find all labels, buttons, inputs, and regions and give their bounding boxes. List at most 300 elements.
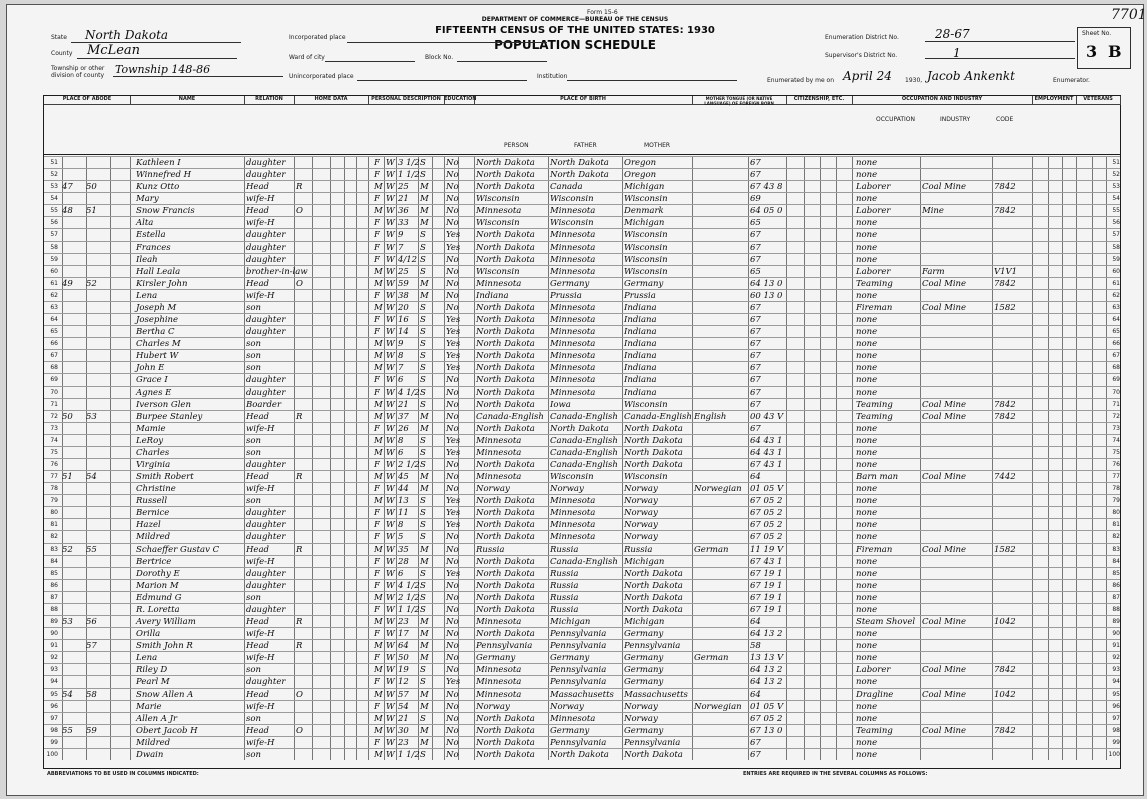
cell-occ: Teaming — [856, 399, 893, 410]
cell-ms: S — [420, 230, 426, 241]
cell-sex: M — [374, 749, 383, 760]
cell-fam: 51 — [86, 206, 97, 217]
cell-code: 67 — [750, 230, 761, 241]
cell-fbp: Germany — [550, 278, 590, 289]
cell-sch: No — [446, 206, 459, 217]
cell-mbp: Wisconsin — [624, 254, 668, 265]
sheet-box — [1077, 27, 1131, 69]
cell-occ: Laborer — [856, 266, 891, 277]
cell-code: 64 — [750, 472, 761, 483]
cell-fam: 53 — [86, 411, 97, 422]
cell-dw: 51 — [62, 472, 73, 483]
cell-ms: M — [420, 617, 429, 628]
cell-fbp: Germany — [550, 653, 590, 664]
row-number: 65 — [50, 328, 58, 336]
cell-sex: M — [374, 617, 383, 628]
cell-age: 50 — [398, 653, 409, 664]
cell-sch: Yes — [446, 447, 461, 458]
cell-name: Bertrice — [136, 556, 172, 567]
cell-bp: North Dakota — [476, 568, 535, 579]
cell-name: Mary — [136, 194, 159, 205]
cell-mbp: Massachusetts — [624, 689, 688, 700]
cell-sex: M — [374, 339, 383, 350]
cell-mbp: North Dakota — [624, 580, 683, 591]
cell-mbp: Canada-English — [624, 411, 692, 422]
cell-tongue: German — [694, 544, 729, 555]
cell-race: W — [386, 206, 395, 217]
cell-code: 01 05 V — [750, 484, 784, 495]
cell-dw: 52 — [62, 544, 73, 555]
cell-fbp: Wisconsin — [550, 218, 594, 229]
cell-age: 23 — [398, 737, 409, 748]
row-number: 61 — [50, 279, 58, 287]
cell-race: W — [386, 532, 395, 543]
row-number-right: 75 — [1112, 448, 1120, 456]
cell-tongue: English — [694, 411, 727, 422]
cell-mbp: Norway — [624, 713, 658, 724]
row-number: 94 — [50, 678, 58, 686]
cell-bp: Wisconsin — [476, 194, 520, 205]
cell-ms: S — [420, 315, 426, 326]
col-mother: MOTHER — [644, 142, 671, 149]
cell-code: 13 13 V — [750, 653, 784, 664]
row-number-right: 72 — [1112, 412, 1120, 420]
cell-sch: No — [446, 278, 459, 289]
cell-tenure: R — [296, 411, 303, 422]
cell-sch: No — [446, 158, 459, 168]
ward-label: Ward of city — [289, 54, 325, 61]
cell-sch: Yes — [446, 242, 461, 253]
cell-mbp: Wisconsin — [624, 194, 668, 205]
cell-sex: F — [374, 460, 380, 470]
schedule-title: POPULATION SCHEDULE — [494, 38, 656, 52]
cell-ms: S — [420, 242, 426, 253]
row-number-right: 86 — [1112, 581, 1120, 589]
row-number: 82 — [50, 533, 58, 541]
cell-occ: none — [856, 737, 878, 748]
cell-sch: No — [446, 194, 459, 205]
state-value: North Dakota — [85, 28, 169, 42]
row-number-right: 68 — [1112, 364, 1120, 372]
cell-fbp: Pennsylvania — [550, 665, 607, 676]
cell-sch: No — [446, 544, 459, 555]
cell-mbp: Indiana — [624, 327, 657, 338]
cell-occ: none — [856, 592, 878, 603]
row-number: 56 — [50, 219, 58, 227]
block-underline — [457, 61, 547, 62]
cell-name: Charles — [136, 447, 170, 458]
row-number: 72 — [50, 412, 58, 420]
cell-sex: F — [374, 604, 380, 615]
cell-code: 67 19 1 — [750, 592, 783, 603]
cell-ms: M — [420, 472, 429, 483]
cell-sch: Yes — [446, 508, 461, 519]
group-birth: PLACE OF BIRTH — [474, 96, 693, 105]
cell-code: 67 — [750, 387, 761, 398]
cell-occ: none — [856, 580, 878, 591]
cell-fbp: North Dakota — [550, 749, 609, 760]
cell-name: Kirsler John — [136, 278, 188, 289]
cell-ms: S — [420, 496, 426, 507]
row-number-right: 74 — [1112, 436, 1120, 444]
cell-age: 13 — [398, 496, 409, 507]
cell-mbp: Indiana — [624, 363, 657, 374]
table-row — [44, 748, 1120, 761]
cell-mbp: Norway — [624, 532, 658, 543]
group-relation: RELATION — [244, 96, 295, 105]
cell-sex: F — [374, 423, 380, 434]
cell-name: Hazel — [136, 520, 161, 531]
cell-sex: M — [374, 363, 383, 374]
cell-name: Kathleen I — [136, 158, 181, 168]
cell-ms: M — [420, 653, 429, 664]
cell-sch: Yes — [446, 230, 461, 241]
cell-rel: daughter — [246, 387, 286, 398]
enumerator-suffix: Enumerator. — [1053, 77, 1090, 84]
cell-age: 8 — [398, 351, 404, 362]
cell-sex: F — [374, 556, 380, 567]
cell-name: Mamie — [136, 423, 166, 434]
cell-ms: M — [420, 689, 429, 700]
cell-age: 25 — [398, 266, 409, 277]
cell-sex: M — [374, 665, 383, 676]
cell-code: 64 13 2 — [750, 629, 783, 640]
cell-sex: F — [374, 520, 380, 531]
row-number: 68 — [50, 364, 58, 372]
cell-fbp: Norway — [550, 484, 584, 495]
cell-race: W — [386, 568, 395, 579]
cell-code: 67 — [750, 339, 761, 350]
cell-race: W — [386, 182, 395, 193]
cell-race: W — [386, 689, 395, 700]
cell-icode: 7842 — [994, 411, 1016, 422]
cell-bp: North Dakota — [476, 532, 535, 543]
cell-name: Christine — [136, 484, 176, 495]
cell-sex: M — [374, 399, 383, 410]
cell-rel: daughter — [246, 230, 286, 241]
cell-name: Ileah — [136, 254, 158, 265]
cell-bp: North Dakota — [476, 725, 535, 736]
row-number-right: 96 — [1112, 702, 1120, 710]
cell-age: 33 — [398, 218, 409, 229]
cell-fbp: Pennsylvania — [550, 641, 607, 652]
cell-icode: 7842 — [994, 182, 1016, 193]
row-number: 95 — [50, 690, 58, 698]
col-person: PERSON — [504, 142, 529, 149]
row-number: 96 — [50, 702, 58, 710]
cell-occ: none — [856, 653, 878, 664]
cell-mbp: Indiana — [624, 351, 657, 362]
cell-fbp: Canada-English — [550, 435, 618, 446]
row-number: 85 — [50, 569, 58, 577]
cell-rel: Head — [246, 411, 269, 422]
cell-code: 11 19 V — [750, 544, 784, 555]
cell-occ: Barn man — [856, 472, 899, 483]
cell-name: Pearl M — [136, 677, 170, 688]
cell-name: Kunz Otto — [136, 182, 180, 193]
cell-sex: F — [374, 508, 380, 519]
cell-age: 30 — [398, 725, 409, 736]
cell-bp: North Dakota — [476, 749, 535, 760]
instructions-footer — [43, 769, 1119, 793]
cell-race: W — [386, 677, 395, 688]
cell-sch: No — [446, 592, 459, 603]
cell-occ: none — [856, 218, 878, 229]
cell-bp: North Dakota — [476, 230, 535, 241]
cell-fbp: Minnesota — [550, 206, 596, 217]
cell-mbp: Germany — [624, 725, 664, 736]
cell-mbp: Pennsylvania — [624, 737, 681, 748]
cell-bp: Wisconsin — [476, 266, 520, 277]
cell-code: 67 — [750, 302, 761, 313]
cell-race: W — [386, 484, 395, 495]
cell-rel: daughter — [246, 254, 286, 265]
cell-race: W — [386, 375, 395, 386]
cell-tenure: R — [296, 472, 303, 483]
cell-fbp: Minnesota — [550, 339, 596, 350]
cell-sex: F — [374, 218, 380, 229]
cell-sex: M — [374, 182, 383, 193]
cell-sex: F — [374, 677, 380, 688]
cell-race: W — [386, 351, 395, 362]
cell-ms: S — [420, 460, 426, 470]
row-number-right: 87 — [1112, 593, 1120, 601]
cell-age: 12 — [398, 677, 409, 688]
row-number-right: 58 — [1112, 243, 1120, 251]
population-table — [43, 95, 1121, 769]
cell-race: W — [386, 242, 395, 253]
cell-name: Hubert W — [136, 351, 179, 362]
cell-rel: Head — [246, 617, 269, 628]
cell-ms: S — [420, 170, 426, 181]
cell-rel: daughter — [246, 315, 286, 326]
cell-ms: M — [420, 278, 429, 289]
cell-name: Riley D — [136, 665, 168, 676]
cell-dw: 54 — [62, 689, 73, 700]
cell-race: W — [386, 737, 395, 748]
row-number: 97 — [50, 714, 58, 722]
row-number-right: 60 — [1112, 267, 1120, 275]
county-value: McLean — [87, 43, 141, 58]
cell-bp: North Dakota — [476, 242, 535, 253]
cell-sch: No — [446, 399, 459, 410]
cell-fbp: Minnesota — [550, 508, 596, 519]
cell-bp: North Dakota — [476, 713, 535, 724]
cell-rel: son — [246, 302, 261, 313]
cell-race: W — [386, 508, 395, 519]
cell-sex: F — [374, 194, 380, 205]
row-number-right: 84 — [1112, 557, 1120, 565]
cell-sch: No — [446, 170, 459, 181]
cell-race: W — [386, 665, 395, 676]
cell-rel: wife-H — [246, 218, 275, 229]
cell-mbp: Norway — [624, 508, 658, 519]
row-number-right: 92 — [1112, 654, 1120, 662]
row-number-right: 71 — [1112, 400, 1120, 408]
cell-tenure: R — [296, 182, 303, 193]
cell-bp: North Dakota — [476, 592, 535, 603]
cell-race: W — [386, 266, 395, 277]
cell-sex: F — [374, 580, 380, 591]
cell-mbp: Germany — [624, 629, 664, 640]
cell-code: 67 — [750, 170, 761, 181]
cell-code: 64 05 0 — [750, 206, 783, 217]
cell-occ: none — [856, 447, 878, 458]
cell-code: 67 — [750, 363, 761, 374]
cell-code: 67 43 8 — [750, 182, 783, 193]
cell-age: 8 — [398, 435, 404, 446]
cell-fbp: Canada-English — [550, 460, 618, 470]
cell-code: 69 — [750, 194, 761, 205]
cell-fam — [86, 749, 110, 761]
cell-code: 67 43 1 — [750, 460, 783, 470]
cell-fbp: Minnesota — [550, 242, 596, 253]
cell-sex: F — [374, 629, 380, 640]
cell-fbp: Germany — [550, 725, 590, 736]
cell-bp: North Dakota — [476, 387, 535, 398]
cell-mbp: Indiana — [624, 302, 657, 313]
abbrev-title: ABBREVIATIONS TO BE USED IN COLUMNS INDICATED: — [47, 771, 199, 777]
cell-ms: M — [420, 290, 429, 301]
cell-sch: No — [446, 218, 459, 229]
cell-ms: S — [420, 254, 426, 265]
cell-sch: No — [446, 302, 459, 313]
cell-race: W — [386, 544, 395, 555]
cell-mbp: Wisconsin — [624, 242, 668, 253]
cell-name: Schaeffer Gustav C — [136, 544, 220, 555]
incorporated-underline — [347, 42, 547, 43]
cell-code: 67 — [750, 737, 761, 748]
cell-sex: M — [374, 351, 383, 362]
cell-age: 37 — [398, 411, 409, 422]
cell-bp: Minnesota — [476, 617, 522, 628]
cell-ms: S — [420, 592, 426, 603]
supervisor-value: 1 — [953, 46, 961, 60]
row-number: 77 — [50, 473, 58, 481]
cell-race: W — [386, 411, 395, 422]
cell-race: W — [386, 387, 395, 398]
cell-race: W — [386, 423, 395, 434]
cell-sch: No — [446, 580, 459, 591]
cell-rel: son — [246, 665, 261, 676]
cell-mbp: North Dakota — [624, 435, 683, 446]
cell-ind: Coal Mine — [922, 302, 967, 313]
cell-rel: Head — [246, 689, 269, 700]
cell-bp: Minnesota — [476, 665, 522, 676]
cell-rel: daughter — [246, 604, 286, 615]
row-number-right: 83 — [1112, 545, 1120, 553]
cell-icode: 7842 — [994, 665, 1016, 676]
row-number-right: 99 — [1112, 738, 1120, 746]
cell-bp: North Dakota — [476, 460, 535, 470]
cell-sch: No — [446, 629, 459, 640]
cell-sch: No — [446, 375, 459, 386]
cell-bp: North Dakota — [476, 556, 535, 567]
cell-name: Edmund G — [136, 592, 182, 603]
cell-rel: daughter — [246, 568, 286, 579]
cell-name: John E — [136, 363, 165, 374]
cell-code: 67 — [750, 242, 761, 253]
cell-age: 21 — [398, 194, 409, 205]
cell-mbp: Indiana — [624, 315, 657, 326]
cell-occ: none — [856, 423, 878, 434]
cell-fbp: Wisconsin — [550, 194, 594, 205]
cell-bp: North Dakota — [476, 351, 535, 362]
cell-race: W — [386, 496, 395, 507]
cell-occ: Steam Shovel — [856, 617, 916, 628]
cell-bp: Wisconsin — [476, 218, 520, 229]
row-number: 92 — [50, 654, 58, 662]
cell-tenure: R — [296, 641, 303, 652]
cell-dw: 53 — [62, 617, 73, 628]
township-label: Township or other division of county — [51, 65, 105, 79]
cell-age: 4 1/2 — [398, 387, 420, 398]
cell-ms: M — [420, 725, 429, 736]
cell-ms: M — [420, 544, 429, 555]
cell-occ: none — [856, 170, 878, 181]
cell-bp: Minnesota — [476, 677, 522, 688]
row-number-right: 80 — [1112, 509, 1120, 517]
census-sheet — [6, 4, 1147, 796]
cell-race: W — [386, 447, 395, 458]
cell-race: W — [386, 617, 395, 628]
cell-occ: none — [856, 701, 878, 712]
cell-sch: No — [446, 290, 459, 301]
cell-sch: No — [446, 713, 459, 724]
cell-ms: S — [420, 568, 426, 579]
cell-rel: son — [246, 496, 261, 507]
cell-fam: 57 — [86, 641, 97, 652]
row-number: 88 — [50, 605, 58, 613]
cell-code: 67 — [750, 315, 761, 326]
cell-mbp: Germany — [624, 653, 664, 664]
cell-code: 67 — [750, 254, 761, 265]
cell-code: 67 05 2 — [750, 532, 783, 543]
cell-age: 21 — [398, 399, 409, 410]
cell-name: Mildred — [136, 532, 171, 543]
cell-occ: none — [856, 315, 878, 326]
cell-ind: Coal Mine — [922, 182, 967, 193]
cell-sex: M — [374, 206, 383, 217]
group-veterans: VETERANS — [1076, 96, 1121, 105]
cell-fbp: Pennsylvania — [550, 737, 607, 748]
cell-fbp: Russia — [550, 544, 579, 555]
row-number-right: 78 — [1112, 485, 1120, 493]
cell-age: 44 — [398, 484, 409, 495]
cell-bp: North Dakota — [476, 496, 535, 507]
cell-sex: M — [374, 435, 383, 446]
row-number-right: 79 — [1112, 497, 1120, 505]
row-number: 63 — [50, 303, 58, 311]
cell-sex: M — [374, 725, 383, 736]
cell-race: W — [386, 460, 395, 470]
row-number-right: 70 — [1112, 388, 1120, 396]
cell-age: 1 1/2 — [398, 749, 420, 760]
cell-ms: S — [420, 447, 426, 458]
cell-fam: 52 — [86, 278, 97, 289]
cell-fbp: Massachusetts — [550, 689, 614, 700]
cell-mbp: Michigan — [624, 218, 665, 229]
cell-fbp: Prussia — [550, 290, 582, 301]
cell-sex: M — [374, 641, 383, 652]
cell-age: 8 — [398, 520, 404, 531]
group-mother-tongue: MOTHER TONGUE (OR NATIVE LANGUAGE) OF FOREIGN BORN — [692, 96, 787, 105]
cell-bp: North Dakota — [476, 423, 535, 434]
cell-tenure: O — [296, 206, 303, 217]
cell-race: W — [386, 290, 395, 301]
cell-code: 67 19 1 — [750, 568, 783, 579]
cell-bp: Norway — [476, 484, 510, 495]
